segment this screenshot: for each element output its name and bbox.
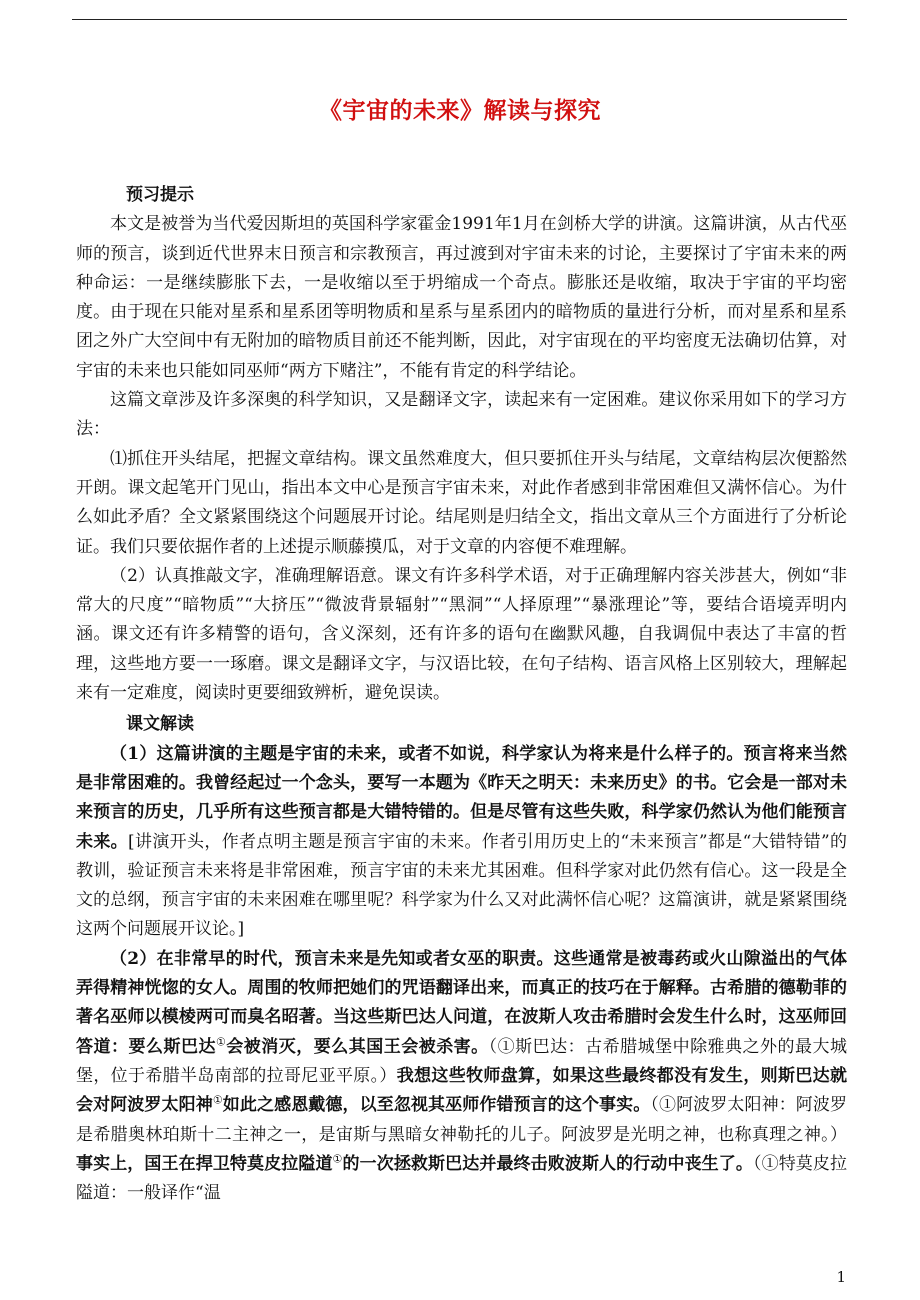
footnote-apollo: （①阿波罗太阳神：阿波罗是希腊奥林珀斯十二主神之一，是宙斯与黑暗女神勒托的儿子。阿波罗是光明之神，也称真理之神。） xyxy=(76,1095,848,1145)
header-rule xyxy=(72,19,847,20)
analysis-paragraph-1 xyxy=(76,740,847,945)
page-number: 1 xyxy=(836,1268,846,1286)
footnote-marker-sparta: ① xyxy=(215,1034,227,1048)
analysis-paragraph-2-quote-2: 会被消灭，要么其国王会被杀害。 xyxy=(226,1036,489,1057)
preview-paragraph-2: 这篇文章涉及许多深奥的科学知识，又是翻译文字，读起来有一定困难。建议你采用如下的学习方法： xyxy=(76,390,847,440)
analysis-paragraph-1-quote: （1）这篇讲演的主题是宇宙的未来，或者不如说，科学家认为将来是什么样子的。预言将来当然是非常困难的。我曾经起过一个念头，要写一本题为《昨天之明天：未来历史》的书。它会是一部对未来预言的历史，几乎所有这些预言都是大错特错的。但是尽管有这些失败，科学家仍然认为他们能预言未来。 xyxy=(76,743,847,852)
document-body xyxy=(76,181,847,1208)
footnote-marker-thermopylae: ① xyxy=(332,1152,343,1166)
document-title: 《宇宙的未来》解读与探究 xyxy=(319,97,601,124)
footnote-marker-apollo: ① xyxy=(212,1093,223,1107)
analysis-paragraph-2 xyxy=(76,945,847,1209)
section-heading-preview: 预习提示 xyxy=(126,185,194,205)
analysis-paragraph-2-quote-5: 事实上，国王在捍卫特莫皮拉隘道 xyxy=(76,1153,333,1174)
analysis-paragraph-1-note: [讲演开头，作者点明主题是预言宇宙的未来。作者引用历史上的“未来预言”都是“大错特错”的教训，验证预言未来将是非常困难，预言宇宙的未来尤其困难。但科学家对此仍然有信心。这一段是全文的总纲，预言宇宙的未来困难在哪里呢？科学家为什么又对此满怀信心呢？这篇演讲，就是紧紧围绕这两个问题展开议论。] xyxy=(76,831,848,940)
preview-paragraph-4: （2）认真推敲文字，准确理解语意。课文有许多科学术语，对于正确理解内容关涉甚大，例如“非常大的尺度”“暗物质”“大挤压”“微波背景辐射”“黑洞”“人择原理”“暴涨理论”等，要结合语境弄明内涵。课文还有许多精警的语句，含义深刻，还有许多的语句在幽默风趣，自我调侃中表达了丰富的哲理，这些地方要一一琢磨。课文是翻译文字，与汉语比较，在句子结构、语言风格上区别较大，理解起来有一定难度，阅读时更要细致辨析，避免误读。 xyxy=(76,565,847,704)
section-heading-analysis: 课文解读 xyxy=(126,714,194,735)
analysis-paragraph-2-quote-3: 我想这些牧师盘算，如果这些最终都没有发生，则斯巴达就会对阿波罗太阳神 xyxy=(76,1065,848,1116)
footnote-thermopylae: （①特莫皮拉隘道：一般译作“温 xyxy=(76,1153,847,1204)
analysis-paragraph-2-quote-6: 的一次拯救斯巴达并最终击败波斯人的行动中丧生了。 xyxy=(342,1153,753,1174)
preview-paragraph-3: ⑴抓住开头结尾，把握文章结构。课文虽然难度大，但只要抓住开头与结尾，文章结构层次便豁然开朗。课文起笔开门见山，指出本文中心是预言宇宙未来，对此作者感到非常困难但又满怀信心。为什么如此矛盾？全文紧紧围绕这个问题展开讨论。结尾则是归结全文，指出文章从三个方面进行了分析论证。我们只要依据作者的上述提示顺藤摸瓜，对于文章的内容便不难理解。 xyxy=(76,448,847,557)
analysis-paragraph-2-quote-4: 如此之感恩戴德，以至忽视其巫师作错预言的这个事实。 xyxy=(222,1095,651,1116)
analysis-paragraph-2-quote-1: （2）在非常早的时代，预言未来是先知或者女巫的职责。这些通常是被毒药或火山隙溢出的气体弄得精神恍惚的女人。周围的牧师把她们的咒语翻译出来，而真正的技巧在于解释。古希腊的德勒菲的著名巫师以模棱两可而臭名昭著。当这些斯巴达人问道，在波斯人攻击希腊时会发生什么时，这巫师回答道：要么斯巴达 xyxy=(76,948,847,1057)
preview-paragraph-1: 本文是被誉为当代爱因斯坦的英国科学家霍金1991年1月在剑桥大学的讲演。这篇讲演，从古代巫师的预言，谈到近代世界末日预言和宗教预言，再过渡到对宇宙未来的讨论，主要探讨了宇宙未来的两种命运：一是继续膨胀下去，一是收缩以至于坍缩成一个奇点。膨胀还是收缩，取决于宇宙的平均密度。由于现在只能对星系和星系团等明物质和星系与星系团内的暗物质的量进行分析，而对星系和星系团之外广大空间中有无附加的暗物质目前还不能判断，因此，对宇宙现在的平均密度无法确切估算，对宇宙的未来也只能如同巫师“两方下赌注”，不能有肯定的科学结论。 xyxy=(76,214,847,381)
footnote-sparta: （①斯巴达：古希腊城堡中除雅典之外的最大城堡，位于希腊半岛南部的拉哥尼亚平原。） xyxy=(76,1036,848,1086)
